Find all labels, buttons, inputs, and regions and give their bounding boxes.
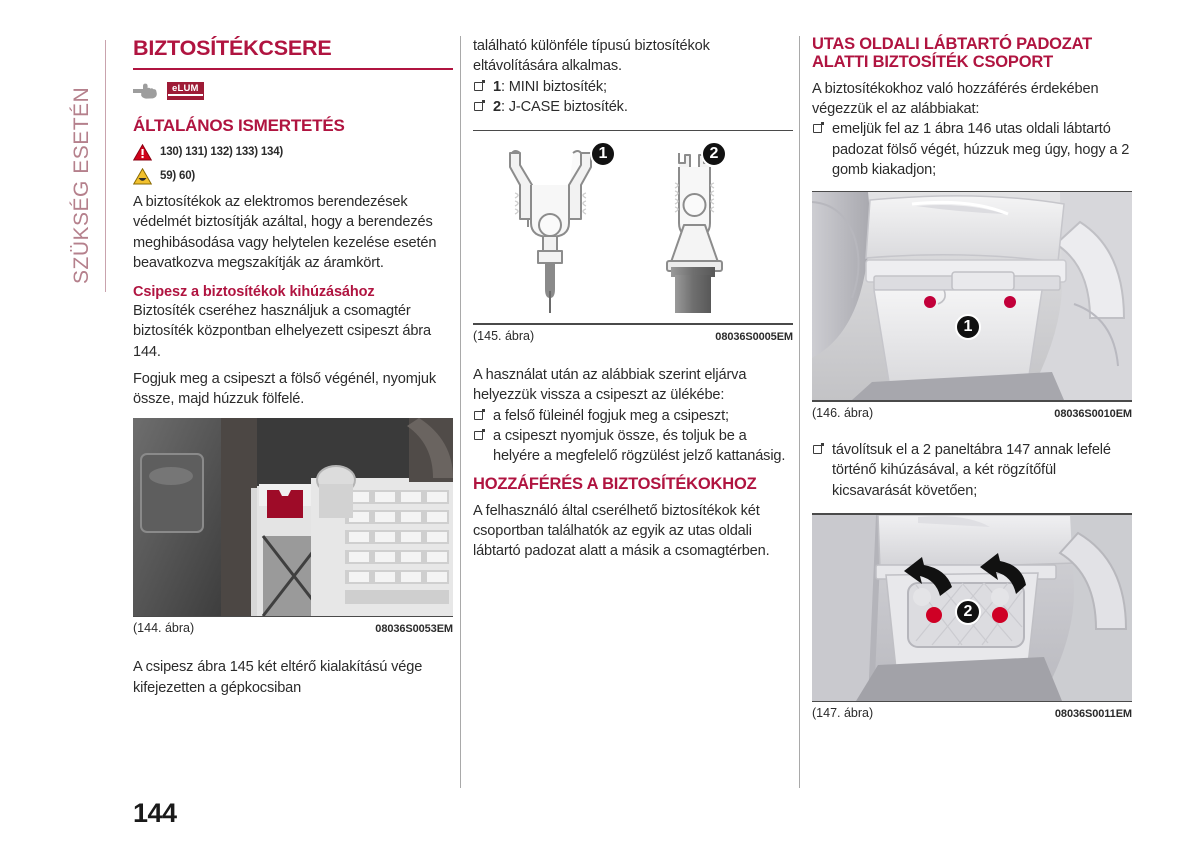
section-subtitle: ÁLTALÁNOS ISMERTETÉS xyxy=(133,116,345,135)
elum-badge: eLUM xyxy=(167,82,204,100)
elum-reference-row xyxy=(133,80,453,102)
figure-147-code: 08036S0011EM xyxy=(1054,708,1132,720)
figure-146-caption xyxy=(812,402,1132,420)
paragraph-clip-location: Biztosíték cseréhez használjuk a csomagtér biztosíték központban elhelyezett csipeszt ábra 144. xyxy=(133,302,431,360)
paragraph-clip-ends: A csipesz ábra 145 két eltérő kialakítású vége kifejezetten a gépkocsiban xyxy=(133,659,423,696)
figure-145-code: 08036S0005EM xyxy=(715,330,793,343)
figure-144-image xyxy=(133,418,453,616)
column-three xyxy=(812,36,1132,720)
paragraph-fuse-types: található különféle típusú biztosítékok eltávolítására alkalmas. xyxy=(473,38,710,75)
caution-warning-row xyxy=(133,166,453,186)
figure-144-caption xyxy=(133,617,453,635)
heading-clip-extraction: Csipesz a biztosítékok kihúzásához xyxy=(133,283,375,300)
list-item-label: a csipeszt nyomjuk össze, és toljuk be a helyére a megfelelő rögzülést jelző kattanásig. xyxy=(493,427,786,465)
figure-144-code: 08036S0053EM xyxy=(375,623,453,636)
list-item-label: a felső füleinél fogjuk meg a csipeszt; xyxy=(493,407,729,424)
caution-warning-refs: 59) 60) xyxy=(160,170,196,182)
list-item-label: emeljük fel az 1 ábra 146 utas oldali lábtartó padozat fölső végét, húzzuk meg úgy, hogy a 2 gomb kiakadjon; xyxy=(832,121,1130,179)
figure-147 xyxy=(812,513,1132,720)
figure-145 xyxy=(473,130,793,343)
figure-145-caption-text: (145. ábra) xyxy=(473,328,535,343)
list-item-label: : MINI biztosíték; xyxy=(500,78,607,95)
chapter-side-tab-label: SZÜKSÉG ESETÉN xyxy=(70,86,93,284)
figure-145-image xyxy=(473,131,793,323)
list-item xyxy=(812,440,1132,501)
list-fuse-types xyxy=(473,77,793,118)
paragraph-fuse-groups: A felhasználó által cserélhető biztosítékok két csoportban találhatók az egyik az utas oldali lábtartó padozat alatt a másik a csomagtérben. xyxy=(473,502,770,560)
figure-147-caption xyxy=(812,702,1132,720)
danger-warning-row xyxy=(133,142,453,162)
list-item-label: : J-CASE biztosíték. xyxy=(500,99,628,116)
list-item xyxy=(473,97,793,117)
list-access-step-2 xyxy=(812,440,1132,501)
figure-145-callout-2: 2 xyxy=(701,141,727,167)
title-underline xyxy=(133,68,453,70)
figure-145-caption xyxy=(473,325,793,343)
column-divider-left xyxy=(460,36,461,788)
square-bullet-icon xyxy=(813,445,822,454)
list-item-number: 1 xyxy=(493,78,501,95)
figure-146-callout-1: 1 xyxy=(955,314,981,340)
paragraph-reinsert-clip: A használat után az alábbiak szerint eljárva helyezzük vissza a csipeszt az ülékébe: xyxy=(473,366,747,404)
page-number: 144 xyxy=(133,798,177,828)
footwell-panel-photo-146 xyxy=(812,192,1132,400)
figure-146-image xyxy=(812,192,1132,400)
chapter-side-tab xyxy=(58,36,106,296)
figure-146-caption-text: (146. ábra) xyxy=(812,405,874,420)
figure-144 xyxy=(133,418,453,636)
heading-passenger-footwell-group: UTAS OLDALI LÁBTARTÓ PADOZAT ALATTI BIZTOSÍTÉK CSOPORT xyxy=(812,35,1093,71)
page-title: BIZTOSÍTÉKCSERE xyxy=(133,36,332,60)
list-item xyxy=(473,406,793,426)
list-item-label: távolítsuk el a 2 paneltábra 147 annak lefelé történő kihúzásával, a két rögzítőfül kicsavarását követően; xyxy=(832,441,1111,499)
pointing-hand-icon xyxy=(133,83,159,99)
list-access-step-1 xyxy=(812,119,1132,180)
figure-144-caption-text: (144. ábra) xyxy=(133,621,195,636)
figure-146-code: 08036S0010EM xyxy=(1054,407,1132,420)
figure-147-callout-2: 2 xyxy=(955,599,981,625)
list-item-number: 2 xyxy=(493,99,501,116)
figure-146 xyxy=(812,191,1132,420)
caution-triangle-icon xyxy=(133,168,152,185)
list-item xyxy=(812,119,1132,180)
column-one xyxy=(133,36,453,705)
danger-warning-refs: 130) 131) 132) 133) 134) xyxy=(160,146,284,158)
paragraph-clip-grip: Fogjuk meg a csipeszt a fölső végénél, nyomjuk össze, majd húzzuk fölfelé. xyxy=(133,370,436,408)
fuse-puller-diagram xyxy=(473,131,793,323)
list-item xyxy=(473,426,793,467)
column-two xyxy=(473,36,793,569)
chapter-side-tab-rule xyxy=(105,40,106,292)
square-bullet-icon xyxy=(813,124,822,133)
square-bullet-icon xyxy=(474,411,483,420)
square-bullet-icon xyxy=(474,431,483,440)
figure-147-image xyxy=(812,515,1132,701)
figure-145-callout-1: 1 xyxy=(590,141,616,167)
square-bullet-icon xyxy=(474,102,483,111)
list-item xyxy=(473,77,793,97)
paragraph-access-steps-intro: A biztosítékokhoz való hozzáférés érdekében végezzük el az alábbiakat: xyxy=(812,80,1099,118)
square-bullet-icon xyxy=(474,82,483,91)
heading-fuse-access: HOZZÁFÉRÉS A BIZTOSÍTÉKOKHOZ xyxy=(473,474,757,493)
list-reinsert-steps xyxy=(473,406,793,467)
paragraph-fuse-intro: A biztosítékok az elektromos berendezések védelmét biztosítják azáltal, hogy a berendezés meghibásodása vagy helytelen kezelése esetén beavatkozva megszakítják az áramkört. xyxy=(133,194,437,272)
danger-triangle-icon xyxy=(133,144,152,161)
figure-147-caption-text: (147. ábra) xyxy=(812,706,874,720)
fusebox-photo xyxy=(133,418,453,616)
column-divider-right xyxy=(799,36,800,788)
